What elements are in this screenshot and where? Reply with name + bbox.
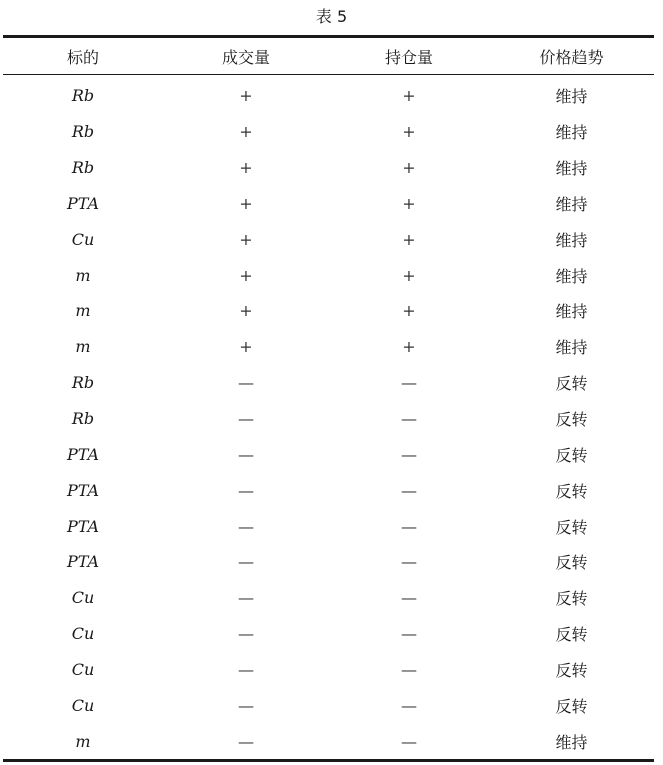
cell-open-interest: — <box>401 373 417 393</box>
cell-open-interest: — <box>401 552 417 572</box>
cell-price-trend: 维持 <box>555 266 588 286</box>
cell-volume: — <box>238 373 254 393</box>
cell-price-trend: 维持 <box>555 123 588 143</box>
table-caption: 表 5 <box>315 7 348 26</box>
cell-price-trend: 反转 <box>555 589 588 609</box>
cell-open-interest: — <box>401 516 417 536</box>
table-row <box>3 616 654 652</box>
table-row <box>3 78 654 114</box>
table-bottom-rule <box>3 759 654 762</box>
table-row <box>3 401 654 437</box>
table-row <box>3 508 654 544</box>
cell-price-trend: 维持 <box>555 87 588 107</box>
table-row <box>3 186 654 222</box>
cell-symbol: Cu <box>71 695 95 715</box>
cell-open-interest: + <box>402 337 416 357</box>
table-row <box>3 293 654 329</box>
cell-volume: — <box>238 624 254 644</box>
table-row <box>3 257 654 293</box>
cell-volume: — <box>238 659 254 679</box>
cell-volume: — <box>238 444 254 464</box>
cell-symbol: Rb <box>71 409 95 429</box>
cell-price-trend: 维持 <box>555 194 588 214</box>
cell-volume: — <box>238 731 254 751</box>
cell-symbol: Rb <box>71 86 95 106</box>
cell-price-trend: 反转 <box>555 410 588 430</box>
data-table <box>3 35 654 762</box>
cell-open-interest: + <box>402 86 416 106</box>
cell-open-interest: — <box>401 624 417 644</box>
cell-volume: + <box>239 122 253 142</box>
table-body <box>3 75 654 759</box>
cell-volume: + <box>239 229 253 249</box>
cell-symbol: m <box>75 265 91 285</box>
cell-open-interest: — <box>401 588 417 608</box>
cell-open-interest: + <box>402 122 416 142</box>
cell-open-interest: + <box>402 301 416 321</box>
cell-price-trend: 反转 <box>555 374 588 394</box>
cell-volume: + <box>239 86 253 106</box>
cell-open-interest: — <box>401 444 417 464</box>
cell-price-trend: 反转 <box>555 445 588 465</box>
header-open-interest: 持仓量 <box>384 47 433 67</box>
cell-price-trend: 维持 <box>555 159 588 179</box>
cell-symbol: Rb <box>71 122 95 142</box>
cell-open-interest: — <box>401 480 417 500</box>
cell-volume: + <box>239 301 253 321</box>
cell-price-trend: 反转 <box>555 481 588 501</box>
header-volume: 成交量 <box>221 47 270 67</box>
cell-volume: — <box>238 409 254 429</box>
header-symbol: 标的 <box>66 47 99 67</box>
cell-open-interest: — <box>401 409 417 429</box>
cell-price-trend: 反转 <box>555 696 588 716</box>
cell-volume: — <box>238 552 254 572</box>
cell-price-trend: 反转 <box>555 517 588 537</box>
cell-symbol: PTA <box>66 480 100 500</box>
cell-open-interest: + <box>402 229 416 249</box>
cell-price-trend: 反转 <box>555 660 588 680</box>
cell-price-trend: 维持 <box>555 302 588 322</box>
table-row <box>3 365 654 401</box>
cell-symbol: Rb <box>71 158 95 178</box>
cell-symbol: Cu <box>71 588 95 608</box>
cell-open-interest: — <box>401 659 417 679</box>
cell-symbol: PTA <box>66 552 100 572</box>
cell-symbol: Cu <box>71 659 95 679</box>
cell-price-trend: 维持 <box>555 338 588 358</box>
cell-price-trend: 反转 <box>555 553 588 573</box>
table-row <box>3 652 654 688</box>
cell-volume: — <box>238 588 254 608</box>
table-row <box>3 472 654 508</box>
cell-symbol: Rb <box>71 373 95 393</box>
cell-open-interest: + <box>402 158 416 178</box>
cell-price-trend: 反转 <box>555 625 588 645</box>
cell-volume: + <box>239 193 253 213</box>
header-price-trend: 价格趋势 <box>539 47 604 67</box>
cell-symbol: PTA <box>66 516 100 536</box>
table-row <box>3 114 654 150</box>
cell-symbol: PTA <box>66 193 100 213</box>
cell-price-trend: 维持 <box>555 230 588 250</box>
cell-symbol: m <box>75 301 91 321</box>
table-row <box>3 436 654 472</box>
table-row <box>3 723 654 759</box>
table-row <box>3 544 654 580</box>
cell-price-trend: 维持 <box>555 732 588 752</box>
cell-open-interest: + <box>402 265 416 285</box>
cell-symbol: Cu <box>71 229 95 249</box>
cell-volume: — <box>238 480 254 500</box>
cell-volume: + <box>239 158 253 178</box>
table-row <box>3 150 654 186</box>
cell-volume: — <box>238 516 254 536</box>
cell-open-interest: — <box>401 695 417 715</box>
cell-volume: — <box>238 695 254 715</box>
cell-volume: + <box>239 337 253 357</box>
cell-symbol: m <box>75 731 91 751</box>
cell-symbol: PTA <box>66 444 100 464</box>
table-row <box>3 580 654 616</box>
cell-open-interest: — <box>401 731 417 751</box>
cell-symbol: m <box>75 337 91 357</box>
table-row <box>3 221 654 257</box>
table-row <box>3 687 654 723</box>
cell-open-interest: + <box>402 193 416 213</box>
cell-symbol: Cu <box>71 624 95 644</box>
table-header-row <box>3 38 654 74</box>
cell-volume: + <box>239 265 253 285</box>
table-row <box>3 329 654 365</box>
